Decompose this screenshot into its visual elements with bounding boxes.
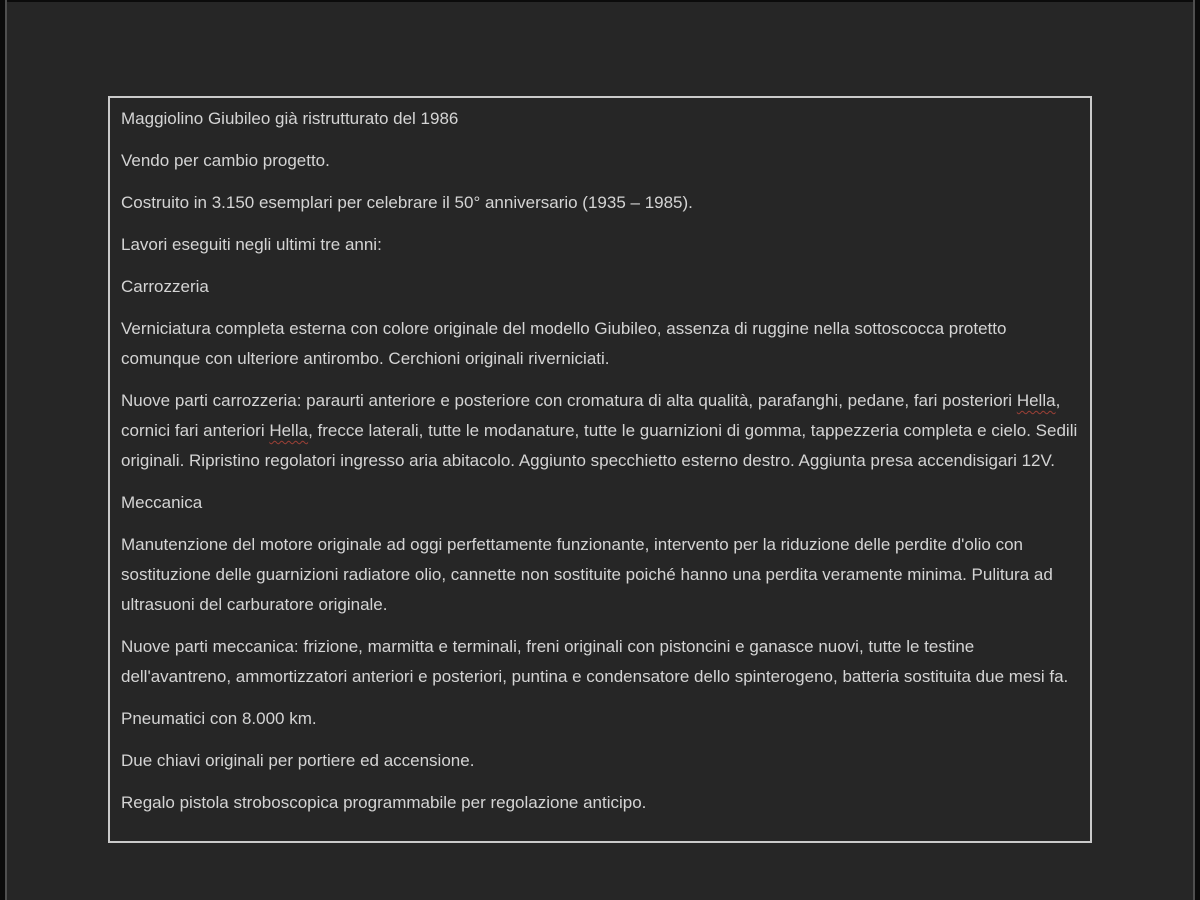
- text-run: Vendo per cambio progetto.: [121, 151, 330, 170]
- paragraph: [121, 704, 1079, 734]
- paragraph: [121, 530, 1079, 620]
- window-edge-right: [1195, 0, 1200, 900]
- paragraph: [121, 788, 1079, 818]
- text-run: Pneumatici con 8.000 km.: [121, 709, 317, 728]
- paragraph: [121, 272, 1079, 302]
- paragraph: [121, 188, 1079, 218]
- paragraph: [121, 488, 1079, 518]
- paragraph: [121, 746, 1079, 776]
- paragraph: [121, 104, 1079, 134]
- text-run: Manutenzione del motore originale ad oggi perfettamente funzionante, intervento per la riduzione delle perdite d'olio con sostituzione delle guarnizioni radiatore olio, cannette non sostituite poiché hanno una perdita veramente minima. Pulitura ad ultrasuoni del carburatore originale.: [121, 535, 1053, 614]
- text-frame[interactable]: [108, 96, 1092, 843]
- paragraph: [121, 386, 1079, 476]
- text-run: Maggiolino Giubileo già ristrutturato del 1986: [121, 109, 459, 128]
- text-run: Nuove parti meccanica: frizione, marmitta e terminali, freni originali con pistoncini e ganasce nuovi, tutte le testine dell'avantreno, ammortizzatori anteriori e posteriori, puntina e condensatore dello spinterogeno, batteria sostituita due mesi fa.: [121, 637, 1069, 686]
- window-edge-top: [0, 0, 1200, 2]
- text-run: Due chiavi originali per portiere ed accensione.: [121, 751, 475, 770]
- text-run: Costruito in 3.150 esemplari per celebrare il 50° anniversario (1935 – 1985).: [121, 193, 693, 212]
- misspelled-word: Hella: [269, 421, 309, 440]
- text-run: Lavori eseguiti negli ultimi tre anni:: [121, 235, 382, 254]
- text-run: Verniciatura completa esterna con colore originale del modello Giubileo, assenza di ruggine nella sottoscocca protetto comunque con ulteriore antirombo. Cerchioni originali riverniciati.: [121, 319, 1007, 368]
- text-run: Carrozzeria: [121, 277, 209, 296]
- text-run: , cornici fari anteriori: [121, 391, 1061, 440]
- paragraph: [121, 230, 1079, 260]
- paragraph: [121, 632, 1079, 692]
- paragraph: [121, 146, 1079, 176]
- text-run: , frecce laterali, tutte le modanature, tutte le guarnizioni di gomma, tappezzeria completa e cielo. Sedili originali. Ripristino regolatori ingresso aria abitacolo. Aggiunto specchietto esterno destro. Aggiunta presa accendisigari 12V.: [121, 421, 1078, 470]
- text-run: Regalo pistola stroboscopica programmabile per regolazione anticipo.: [121, 793, 647, 812]
- text-run: Nuove parti carrozzeria: paraurti anteriore e posteriore con cromatura di alta qualità, parafanghi, pedane, fari posteriori: [121, 391, 1017, 410]
- misspelled-word: Hella: [1016, 391, 1056, 410]
- window-edge-left-line: [5, 0, 7, 900]
- paragraph: [121, 314, 1079, 374]
- text-run: Meccanica: [121, 493, 203, 512]
